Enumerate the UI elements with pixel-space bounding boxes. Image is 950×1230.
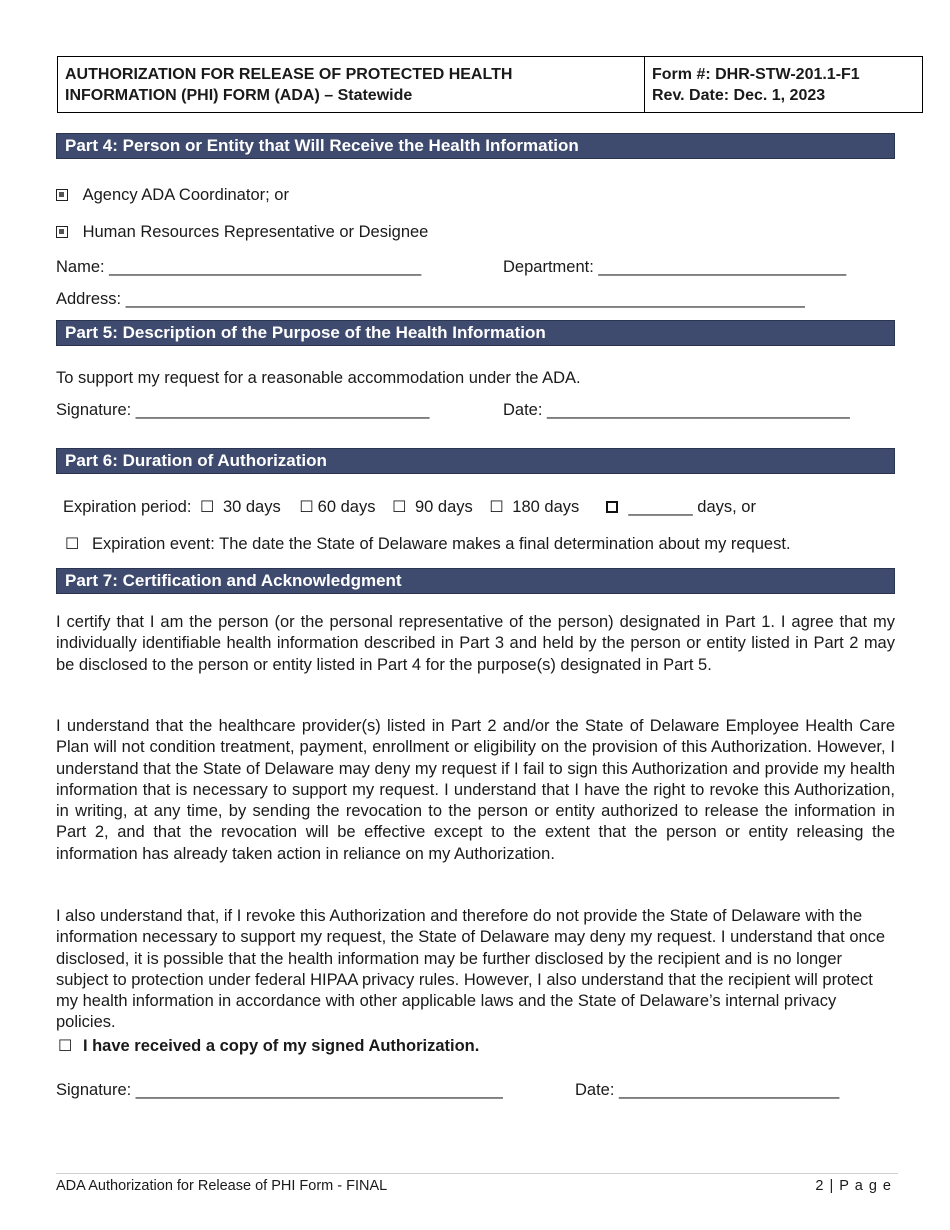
expiration-event-checkbox[interactable]: ☐ (65, 534, 80, 553)
label-90-days: 90 days (410, 498, 473, 516)
checkbox-30-days[interactable]: ☐ (200, 497, 215, 516)
label-60-days: 60 days (317, 498, 376, 516)
part7-date-field[interactable]: Date: ________________________ (575, 1081, 840, 1099)
part7-heading: Part 7: Certification and Acknowledgment (56, 568, 895, 594)
part5-signature-field[interactable]: Signature: ________________________________ (56, 401, 430, 419)
form-title-line-1: AUTHORIZATION FOR RELEASE OF PROTECTED HEALTH (65, 66, 513, 83)
department-field[interactable]: Department: ___________________________ (503, 258, 847, 276)
form-meta-cell (645, 57, 922, 112)
copy-received-text: I have received a copy of my signed Authorization. (82, 1037, 480, 1055)
expiration-period-row (63, 497, 756, 517)
form-title-cell (58, 57, 645, 112)
purpose-text: To support my request for a reasonable accommodation under the ADA. (56, 369, 581, 387)
label-30-days: 30 days (218, 498, 281, 516)
revision-date: Rev. Date: Dec. 1, 2023 (652, 87, 826, 104)
checkbox-custom-days[interactable] (606, 501, 618, 513)
footer-divider (56, 1173, 898, 1174)
part4-heading: Part 4: Person or Entity that Will Receive the Health Information (56, 133, 895, 159)
form-title-line-2: INFORMATION (PHI) FORM (ADA) – Statewide (65, 87, 413, 104)
expiration-event-row (65, 534, 791, 554)
checkbox-180-days[interactable]: ☐ (489, 497, 504, 516)
footer-page-number: 2 | P a g e (815, 1178, 892, 1194)
part7-signature-field[interactable]: Signature: ________________________________________ (56, 1081, 503, 1099)
footer-document-title: ADA Authorization for Release of PHI Form - FINAL (56, 1178, 388, 1194)
copy-received-row (58, 1036, 479, 1056)
revocation-paragraph: I also understand that, if I revoke this Authorization and therefore do not provide the State of Delaware with the information necessary to support my request, the State of Delaware may deny my request. I understand that once disclosed, it is possible that the health information may be further disclosed by the recipient and is no longer subject to protection under federal HIPAA privacy rules. However, I also understand that the recipient will protect my health information in accordance with other applicable laws and the State of Delaware’s internal privacy policies. (56, 907, 886, 1032)
address-field[interactable]: Address: __________________________________________________________________________ (56, 290, 805, 308)
label-180-days: 180 days (507, 498, 580, 516)
name-field[interactable]: Name: __________________________________ (56, 258, 422, 276)
checkbox-60-days[interactable]: ☐ (299, 497, 314, 516)
part4-option-hr[interactable] (56, 222, 428, 242)
copy-received-checkbox[interactable]: ☐ (58, 1036, 73, 1055)
form-number: Form #: DHR-STW-201.1-F1 (652, 66, 860, 83)
expiration-period-label: Expiration period: (63, 498, 192, 516)
form-header (57, 56, 923, 113)
hr-representative-label: Human Resources Representative or Designee (82, 223, 429, 241)
part4-option-ada-coordinator[interactable] (56, 185, 289, 205)
part6-heading: Part 6: Duration of Authorization (56, 448, 895, 474)
understanding-paragraph: I understand that the healthcare provider(s) listed in Part 2 and/or the State of Delaware Employee Health Care Plan will not condition treatment, payment, enrollment or eligibility on the provision of this Authorization. However, I understand that the State of Delaware may deny my request if I fail to sign this Authorization and provide my health information that is necessary to support my request. I understand that I have the right to revoke this Authorization, in writing, at any time, by sending the revocation to the person or entity authorized to release the information in Part 2, and that the revocation will be effective except to the extent that the person or entity releasing the information has already taken action in reliance on my Authorization. (56, 717, 895, 863)
custom-days-field[interactable]: _______ days, or (628, 498, 756, 516)
part5-date-field[interactable]: Date: _________________________________ (503, 401, 850, 419)
part5-heading: Part 5: Description of the Purpose of the Health Information (56, 320, 895, 346)
hr-representative-checkbox[interactable] (56, 226, 68, 238)
ada-coordinator-checkbox[interactable] (56, 189, 68, 201)
expiration-event-text: Expiration event: The date the State of Delaware makes a final determination about my request. (91, 535, 791, 553)
checkbox-90-days[interactable]: ☐ (392, 497, 407, 516)
ada-coordinator-label: Agency ADA Coordinator; or (82, 186, 289, 204)
certification-paragraph: I certify that I am the person (or the personal representative of the person) designated in Part 1. I agree that my individually identifiable health information described in Part 3 and held by the person or entity listed in Part 2 may be disclosed to the person or entity listed in Part 4 for the purpose(s) designated in Part 5. (56, 613, 895, 674)
